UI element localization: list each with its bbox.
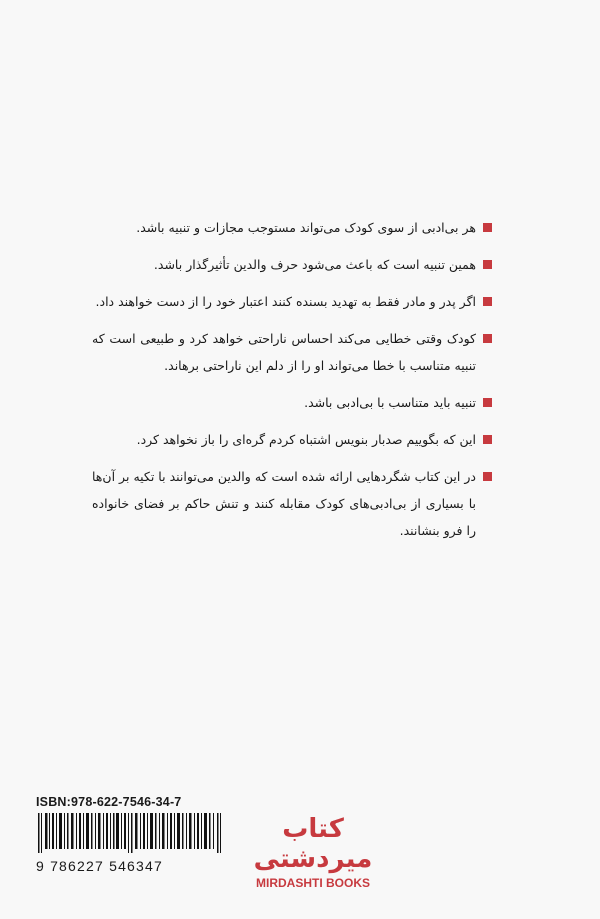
bullet-item xyxy=(92,426,492,453)
bullet-square-icon xyxy=(483,435,492,444)
bullet-item xyxy=(92,214,492,241)
isbn-block xyxy=(36,795,232,874)
publisher-logo-mark: کتاب میردشتی xyxy=(253,814,373,874)
publisher-name: MIRDASHTI BOOKS xyxy=(256,876,370,890)
bullet-square-icon xyxy=(483,260,492,269)
barcode xyxy=(36,813,226,853)
isbn-number: ISBN:978-622-7546-34-7 xyxy=(36,795,182,809)
publisher-logo xyxy=(243,814,383,890)
bullet-square-icon xyxy=(483,472,492,481)
bullet-text: این که بگوییم صدبار بنویس اشتباه کردم گره‌ای را باز نخواهد کرد. xyxy=(136,432,476,447)
bullet-square-icon xyxy=(483,398,492,407)
barcode-digits: 9 786227 546347 xyxy=(36,858,163,874)
bullet-item xyxy=(92,389,492,416)
bullet-item xyxy=(92,463,492,544)
bullet-square-icon xyxy=(483,334,492,343)
bullet-item xyxy=(92,288,492,315)
bullet-square-icon xyxy=(483,297,492,306)
bullet-text: کودک وقتی خطایی می‌کند احساس ناراحتی خواهد کرد و طبیعی است که تنبیه متناسب با خطا می‌تواند او را از دلم این ناراحتی برهاند. xyxy=(92,331,476,373)
bullet-item xyxy=(92,251,492,278)
bullet-item xyxy=(92,325,492,379)
bullet-text: تنبیه باید متناسب با بی‌ادبی باشد. xyxy=(304,395,476,410)
bullet-list xyxy=(92,214,492,554)
bullet-square-icon xyxy=(483,223,492,232)
bullet-text: در این کتاب شگردهایی ارائه شده است که والدین می‌توانند با تکیه بر آن‌ها با بسیاری از بی‌ادبی‌های کودک مقابله کنند و تنش حاکم بر فضای خانواده را فرو بنشانند. xyxy=(92,469,476,538)
bullet-text: اگر پدر و مادر فقط به تهدید بسنده کنند اعتبار خود را از دست خواهند داد. xyxy=(95,294,476,309)
bullet-text: هر بی‌ادبی از سوی کودک می‌تواند مستوجب مجازات و تنبیه باشد. xyxy=(136,220,476,235)
bullet-text: همین تنبیه است که باعث می‌شود حرف والدین تأثیرگذار باشد. xyxy=(153,257,476,272)
